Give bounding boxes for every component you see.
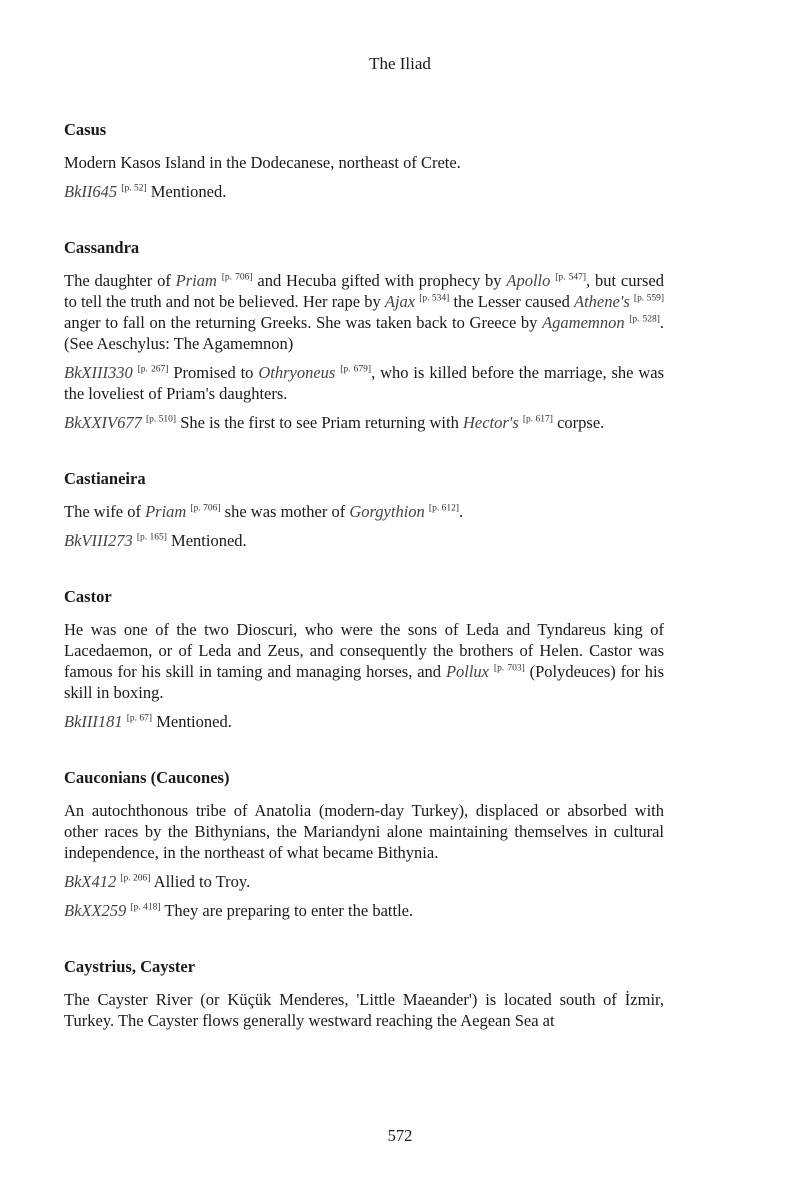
entry-heading: Castor — [64, 587, 112, 606]
book-line-reference: BkXIII330 — [64, 363, 133, 382]
page-reference: [p. 559] — [633, 293, 665, 304]
glossary-entry — [64, 766, 664, 921]
running-head: The Iliad — [369, 54, 431, 73]
entry-text: An autochthonous tribe of Anatolia (modern-day Turkey), displaced or absorbed with other races by the Bithynians, the Mariandyni alone maintaining themselves in cultural independence, in the northeast of what became Bithynia. — [64, 801, 664, 862]
book-line-reference: Priam — [145, 502, 187, 521]
book-line-reference: BkIII181 — [64, 712, 123, 731]
entry-paragraph: BkIII181 [p. 67] Mentioned. — [64, 712, 232, 731]
page-reference: [p. 67] — [126, 713, 153, 724]
page-reference: [p. 206] — [120, 873, 151, 884]
page-reference: [p. 706] — [190, 503, 221, 514]
entry-heading: Casus — [64, 120, 107, 139]
book-line-reference: BkVIII273 — [64, 531, 133, 550]
book-line-reference: Hector's — [462, 413, 519, 432]
book-line-reference: BkXX259 — [64, 901, 127, 920]
book-line-reference: Agamemnon — [542, 313, 625, 332]
entry-text: The wife of Priam [p. 706] she was mother of Gorgythion [p. 612]. — [64, 502, 464, 521]
book-line-reference: BkXXIV677 — [64, 413, 142, 432]
book-line-reference: Priam — [175, 271, 217, 290]
book-line-reference: BkII645 — [64, 182, 118, 201]
entry-heading: Caystrius, Cayster — [64, 957, 196, 976]
page-reference: [p. 528] — [629, 314, 660, 325]
page-reference: [p. 547] — [555, 272, 587, 283]
glossary-entry — [64, 585, 664, 732]
page-reference: [p. 510] — [146, 414, 177, 425]
entry-paragraph: BkXXIV677 [p. 510] She is the first to see Priam returning with Hector's [p. 617] corpse. — [64, 413, 605, 432]
glossary-entry — [64, 236, 664, 433]
page-number: 572 — [387, 1126, 413, 1145]
book-line-reference: Athene's — [574, 292, 630, 311]
glossary-content — [64, 118, 664, 1065]
page-reference: [p. 418] — [130, 902, 161, 913]
book-line-reference: Pollux — [445, 662, 490, 681]
entry-heading: Cauconians (Caucones) — [64, 768, 230, 787]
page-reference: [p. 52] — [121, 183, 147, 194]
book-line-reference: Gorgythion — [349, 502, 425, 521]
page-reference: [p. 165] — [136, 532, 167, 543]
entry-paragraph: BkII645 [p. 52] Mentioned. — [64, 182, 227, 201]
glossary-entry — [64, 118, 664, 202]
entry-text: He was one of the two Dioscuri, who were the sons of Leda and Tyndareus king of Lacedaemon, or of Leda and Zeus, and consequently the brothers of Helen. Castor was famous for his skill in taming and managing horses, and Pollux [p. 703] (Polydeuces) for his skill in boxing. — [64, 620, 665, 702]
entry-paragraph: BkX412 [p. 206] Allied to Troy. — [64, 872, 251, 891]
book-line-reference: BkX412 — [64, 872, 117, 891]
entry-text: The daughter of Priam [p. 706] and Hecuba gifted with prophecy by Apollo [p. 547], but cursed to tell the truth and not be believed. Her rape by Ajax [p. 534] the Lesser caused Athene's [p. 559] anger to fall on the returning Greeks. She was taken back to Greece by Agamemnon [p. 528]. (See Aeschylus: The Agamemnon) — [64, 271, 665, 353]
page-reference: [p. 679] — [340, 364, 372, 375]
entry-heading: Castianeira — [64, 469, 146, 488]
page-reference: [p. 617] — [522, 414, 553, 425]
entry-paragraph: BkXX259 [p. 418] They are preparing to enter the battle. — [64, 901, 414, 920]
entry-heading: Cassandra — [64, 238, 140, 257]
book-line-reference: Othryoneus — [258, 363, 336, 382]
book-line-reference: Apollo — [506, 271, 551, 290]
glossary-entry — [64, 467, 664, 551]
page-reference: [p. 706] — [221, 272, 253, 283]
entry-text: The Cayster River (or Küçük Menderes, 'Little Maeander') is located south of İzmir, Turkey. The Cayster flows generally westward reaching the Aegean Sea at — [64, 990, 664, 1030]
page-reference: [p. 612] — [428, 503, 459, 514]
entry-text: Modern Kasos Island in the Dodecanese, northeast of Crete. — [64, 153, 461, 172]
entry-paragraph: BkXIII330 [p. 267] Promised to Othryoneus [p. 679], who is killed before the marriage, she was the loveliest of Priam's daughters. — [64, 363, 665, 403]
page-reference: [p. 703] — [493, 663, 525, 674]
glossary-entry — [64, 955, 664, 1031]
page-reference: [p. 267] — [137, 364, 169, 375]
page-reference: [p. 534] — [419, 293, 450, 304]
entry-paragraph: BkVIII273 [p. 165] Mentioned. — [64, 531, 247, 550]
book-line-reference: Ajax — [384, 292, 416, 311]
